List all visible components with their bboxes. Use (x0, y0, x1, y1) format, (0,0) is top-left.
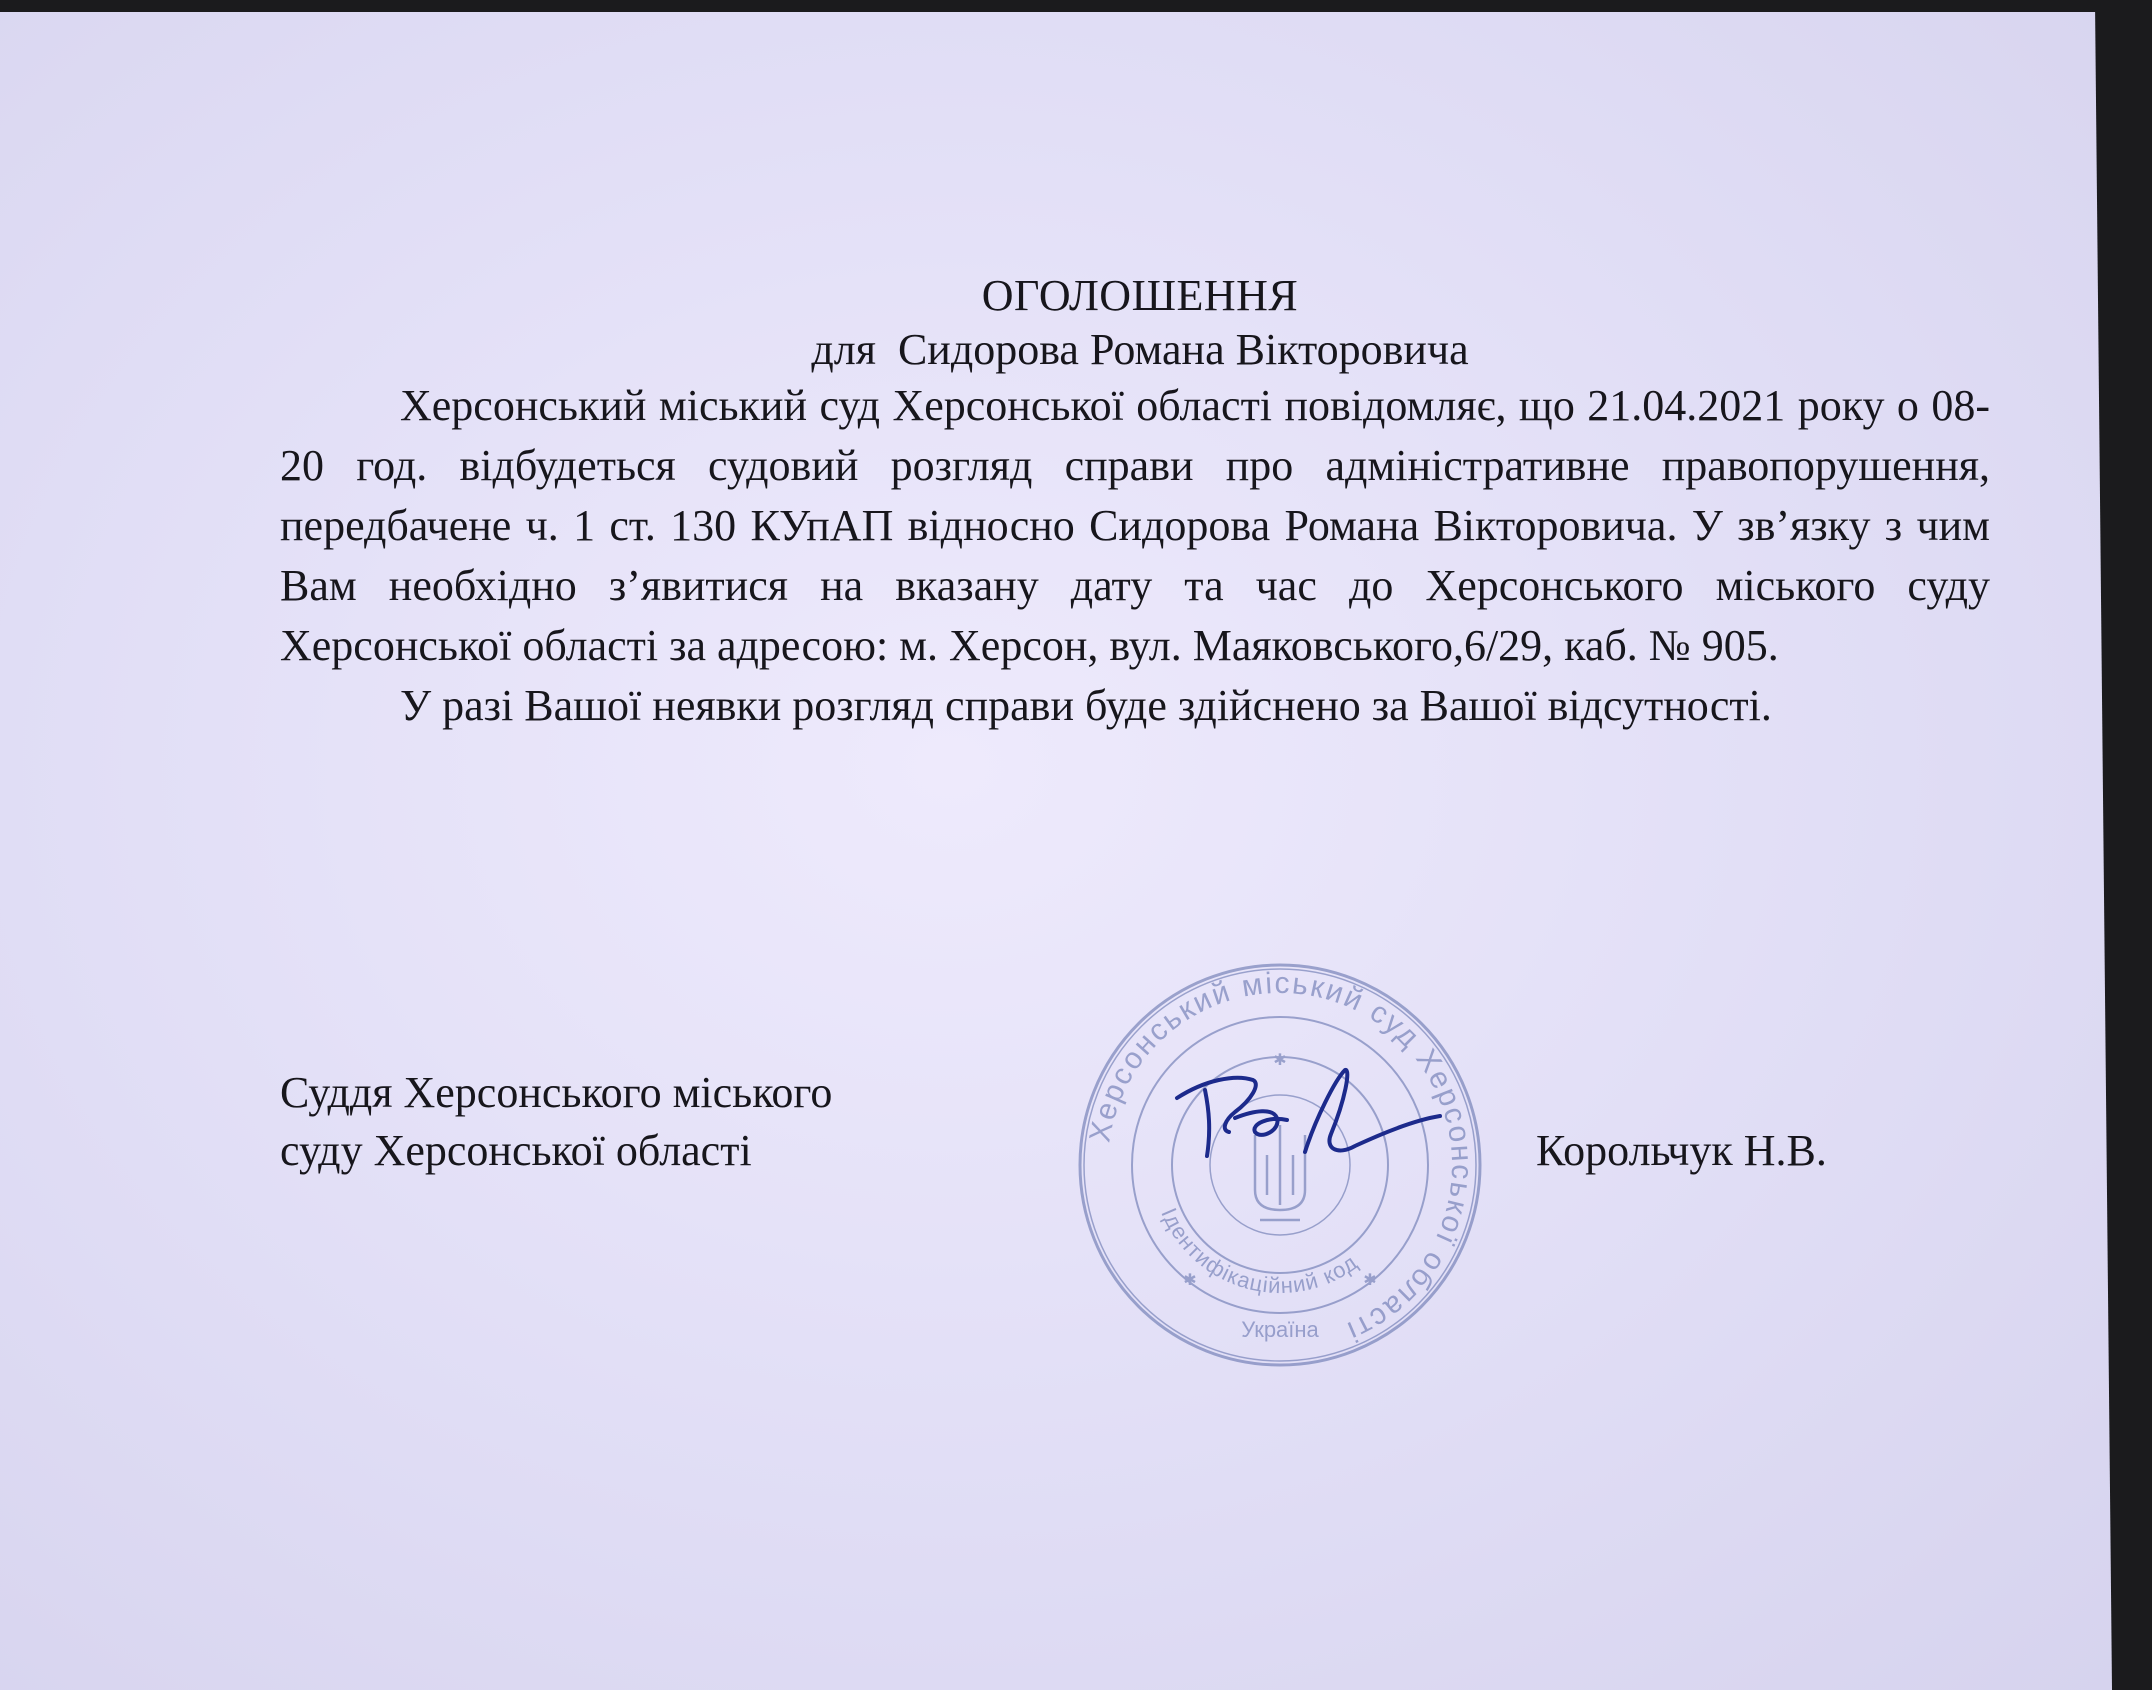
body-paragraph-warning: У разі Вашої неявки розгляд справи буде здійснено за Вашої відсутності. (400, 681, 1772, 730)
svg-text:✱: ✱ (1363, 1272, 1377, 1289)
svg-text:✱: ✱ (1183, 1272, 1197, 1289)
signatory-name: Корольчук Н.В. (1536, 1126, 1827, 1175)
signatory-position-line2: суду Херсонської області (280, 1126, 752, 1175)
body-paragraph-notice: Херсонський міський суд Херсонської області повідомляє, що 21.04.2021 року о 08-20 год. відбудеться судовий розгляд справи про адміністративне правопорушення, передбачене ч. 1 ст. 130 КУпАП відносно Сидорова Романа Вікторовича. У зв’язку з чим Вам необхідно з’явитися на вказану дату та час до Херсонського міського суду Херсонської області за адресою: м. Херсон, вул. Маяковського,6/29, каб. № 905. (280, 381, 1990, 670)
stamp-outer-text: Херсонський міський суд Херсонської області (1083, 966, 1479, 1349)
svg-text:✱: ✱ (1273, 1052, 1287, 1069)
document-subtitle: для Сидорова Романа Вікторовича (811, 325, 1469, 374)
handwritten-signature (1165, 1060, 1445, 1180)
stamp-bottom-text: Україна (1241, 1317, 1319, 1342)
document-body (280, 376, 1990, 736)
document-title: ОГОЛОШЕННЯ (981, 271, 1299, 320)
signatory-position (280, 1064, 832, 1180)
signatory-position-line1: Суддя Херсонського міського (280, 1068, 833, 1117)
stamp-inner-text: Ідентифікаційний код (1156, 1204, 1363, 1299)
